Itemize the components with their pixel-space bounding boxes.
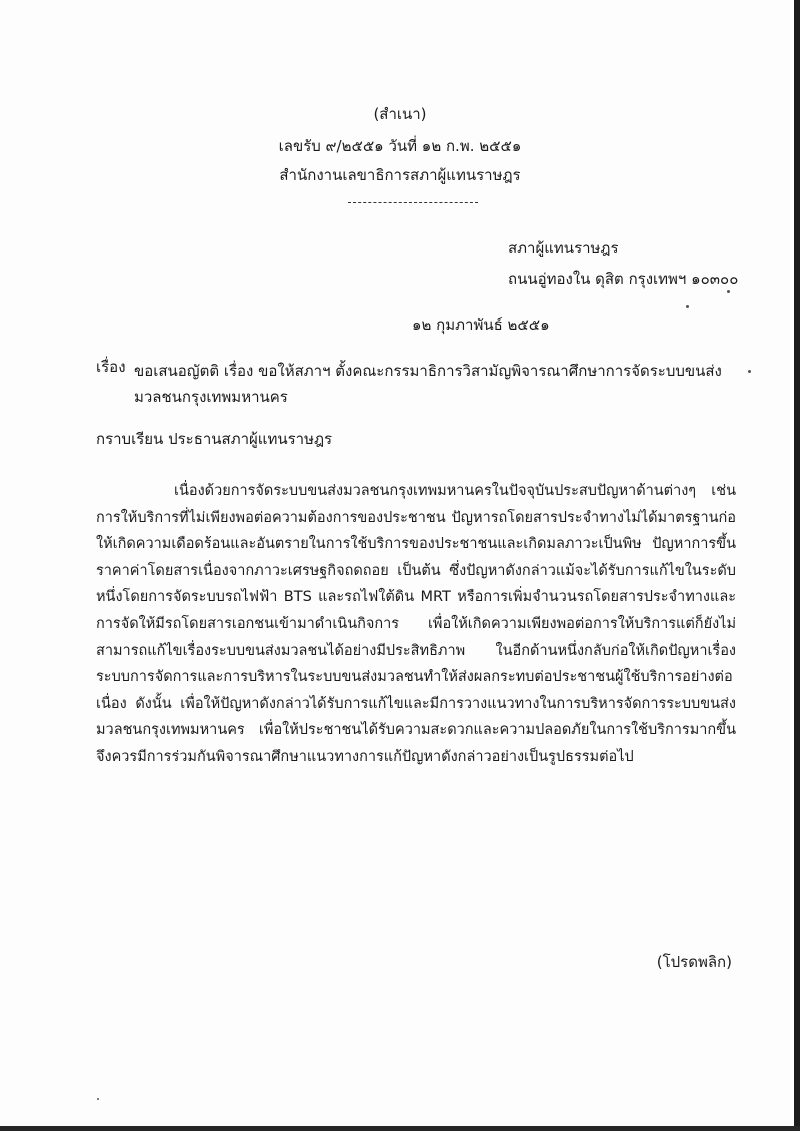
scan-speck [686, 305, 689, 308]
subject-text: ขอเสนอญัตติ เรื่อง ขอให้สภาฯ ตั้งคณะกรรมาธิการวิสามัญพิจารณาศึกษาการจัดระบบขนส่งมวลชนกรุงเทพมหานคร [134, 362, 722, 407]
please-turn-over: (โปรดพลิก) [656, 953, 732, 971]
scan-speck [97, 1098, 99, 1100]
document-date: ๑๒ กุมภาพันธ์ ๒๕๕๑ [412, 316, 550, 334]
address-org: สภาผู้แทนราษฎร [508, 239, 619, 257]
scan-edge-right [794, 0, 800, 1131]
address-street: ถนนอู่ทองใน ดุสิต กรุงเทพฯ ๑๐๓๐๐ [508, 270, 739, 288]
scan-speck [727, 290, 730, 293]
scan-speck [748, 370, 751, 373]
office-line: สำนักงานเลขาธิการสภาผู้แทนราษฎร [279, 166, 521, 184]
subject-label: เรื่อง [96, 358, 126, 376]
salutation: กราบเรียน ประธานสภาผู้แทนราษฎร [96, 430, 333, 448]
copy-label: (สำเนา) [373, 105, 427, 123]
scan-edge-bottom [0, 1126, 800, 1131]
receipt-line: เลขรับ ๙/๒๕๕๑ วันที่ ๑๒ ก.พ. ๒๕๕๑ [278, 137, 522, 155]
separator-line [348, 202, 478, 203]
body-paragraph: เนื่องด้วยการจัดระบบขนส่งมวลชนกรุงเทพมหานครในปัจจุบันประสบปัญหาด้านต่างๆ เช่น การให้บริการที่ไม่เพียงพอต่อความต้องการของประชาชน ปัญหารถโดยสารประจำทางไม่ได้มาตรฐานก่อให้เกิดความเดือดร้อนและอันตรายในการใช้บริการของประชาชนและเกิดมลภาวะเป็นพิษ ปัญหาการขึ้นราคาค่าโดยสารเนื่องจากภาวะเศรษฐกิจถดถอย เป็นต้น ซึ่งปัญหาดังกล่าวแม้จะได้รับการแก้ไขในระดับหนึ่งโดยการจัดระบบรถไฟฟ้า BTS และรถไฟใต้ดิน MRT หรือการเพิ่มจำนวนรถโดยสารประจำทางและการจัดให้มีรถโดยสารเอกชนเข้ามาดำเนินกิจการ เพื่อให้เกิดความเพียงพอต่อการให้บริการแต่ก็ยังไม่สามารถแก้ไขเรื่องระบบขนส่งมวลชนได้อย่างมีประสิทธิภาพ ในอีกด้านหนึ่งกลับก่อให้เกิดปัญหาเรื่องระบบการจัดการและการบริหารในระบบขนส่งมวลชนทำให้ส่งผลกระทบต่อประชาชนผู้ใช้บริการอย่างต่อเนื่อง ดังนั้น เพื่อให้ปัญหาดังกล่าวได้รับการแก้ไขและมีการวางแนวทางในการบริหารจัดการระบบขนส่งมวลชนกรุงเทพมหานคร เพื่อให้ประชาชนได้รับความสะดวกและความปลอดภัยในการใช้บริการมากขึ้น จึงควรมีการร่วมกันพิจารณาศึกษาแนวทางการแก้ปัญหาดังกล่าวอย่างเป็นรูปธรรมต่อไป [96, 483, 736, 765]
